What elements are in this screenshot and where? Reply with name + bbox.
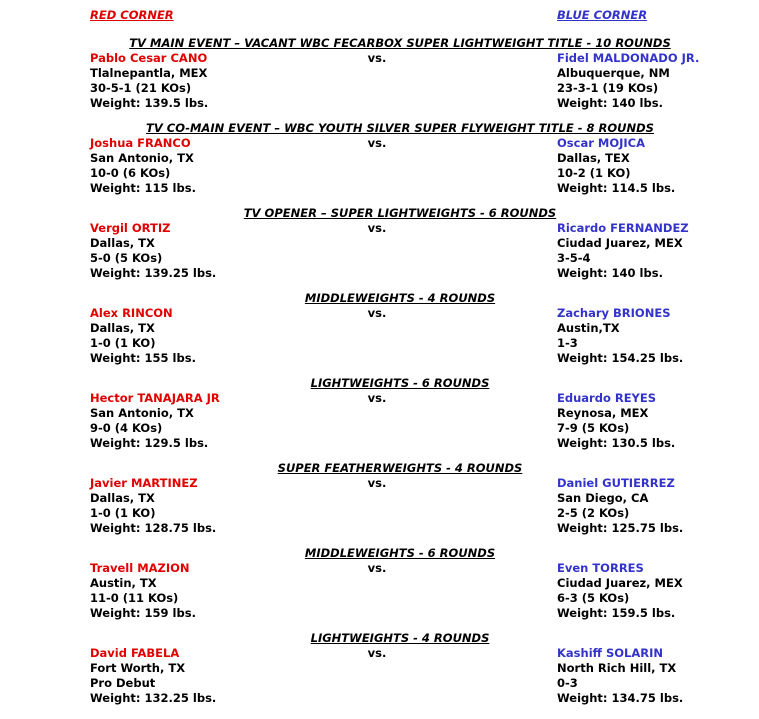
bout-7 [90, 546, 710, 621]
bout-2 [90, 121, 710, 196]
spacer [404, 646, 557, 706]
blue-fighter-location: Ciudad Juarez, MEX [557, 236, 683, 250]
bout-title: TV CO-MAIN EVENT – WBC YOUTH SILVER SUPER FLYWEIGHT TITLE - 8 ROUNDS [146, 121, 654, 135]
vs-label: vs. [367, 476, 387, 490]
spacer [404, 51, 557, 111]
blue-fighter-record: 3-5-4 [557, 251, 591, 265]
blue-fighter-record: 2-5 (2 KOs) [557, 506, 630, 520]
bout-3 [90, 206, 710, 281]
blue-fighter-record: 1-3 [557, 336, 578, 350]
blue-fighter [557, 391, 710, 451]
vs-label: vs. [367, 136, 387, 150]
spacer [404, 221, 557, 281]
blue-fighter-location: Reynosa, MEX [557, 406, 649, 420]
red-fighter-location: San Antonio, TX [90, 151, 194, 165]
red-fighter-weight: Weight: 159 lbs. [90, 606, 196, 620]
fight-card-content [90, 8, 710, 706]
red-fighter-weight: Weight: 139.25 lbs. [90, 266, 217, 280]
red-fighter [90, 221, 350, 281]
bout-8 [90, 631, 710, 706]
spacer [404, 476, 557, 536]
bout-title: TV OPENER – SUPER LIGHTWEIGHTS - 6 ROUNDS [243, 206, 557, 220]
red-fighter-location: Dallas, TX [90, 491, 155, 505]
red-fighter-record: 30-5-1 (21 KOs) [90, 81, 192, 95]
red-fighter-name: Hector TANAJARA JR [90, 391, 220, 405]
red-fighter-location: San Antonio, TX [90, 406, 194, 420]
red-fighter-record: 1-0 (1 KO) [90, 506, 156, 520]
red-fighter-name: Javier MARTINEZ [90, 476, 198, 490]
vs-label: vs. [367, 221, 387, 235]
spacer [404, 561, 557, 621]
blue-corner-heading: BLUE CORNER [557, 8, 648, 22]
bout-row [90, 646, 710, 706]
bout-5 [90, 376, 710, 451]
red-fighter-name: Alex RINCON [90, 306, 173, 320]
spacer [404, 391, 557, 451]
blue-fighter-location: North Rich Hill, TX [557, 661, 677, 675]
spacer [404, 306, 557, 366]
blue-fighter-weight: Weight: 140 lbs. [557, 266, 663, 280]
red-fighter [90, 306, 350, 366]
bout-row [90, 221, 710, 281]
blue-fighter-name: Even TORRES [557, 561, 644, 575]
blue-fighter-weight: Weight: 159.5 lbs. [557, 606, 676, 620]
red-fighter-location: Dallas, TX [90, 321, 155, 335]
red-fighter-location: Austin, TX [90, 576, 157, 590]
blue-fighter [557, 476, 710, 536]
bout-row [90, 51, 710, 111]
blue-fighter-location: Austin,TX [557, 321, 620, 335]
vs-label: vs. [367, 646, 387, 660]
blue-fighter-name: Eduardo REYES [557, 391, 657, 405]
red-fighter-record: 5-0 (5 KOs) [90, 251, 163, 265]
red-corner-heading: RED CORNER [90, 8, 174, 22]
red-fighter [90, 646, 350, 706]
red-fighter-record: 11-0 (11 KOs) [90, 591, 179, 605]
red-fighter-weight: Weight: 115 lbs. [90, 181, 196, 195]
blue-fighter-record: 23-3-1 (19 KOs) [557, 81, 659, 95]
bout-title: MIDDLEWEIGHTS - 4 ROUNDS [304, 291, 496, 305]
blue-fighter-name: Fidel MALDONADO JR. [557, 51, 700, 65]
bout-title: MIDDLEWEIGHTS - 6 ROUNDS [304, 546, 496, 560]
blue-fighter-name: Zachary BRIONES [557, 306, 671, 320]
bout-title: LIGHTWEIGHTS - 6 ROUNDS [310, 376, 490, 390]
blue-fighter-location: Albuquerque, NM [557, 66, 670, 80]
red-fighter-location: Fort Worth, TX [90, 661, 186, 675]
red-fighter-record: Pro Debut [90, 676, 156, 690]
bout-title: LIGHTWEIGHTS - 4 ROUNDS [310, 631, 490, 645]
red-fighter-location: Tlalnepantla, MEX [90, 66, 208, 80]
blue-fighter-record: 0-3 [557, 676, 578, 690]
red-fighter-weight: Weight: 129.5 lbs. [90, 436, 209, 450]
red-fighter [90, 476, 350, 536]
vs-label: vs. [367, 51, 387, 65]
blue-fighter-weight: Weight: 154.25 lbs. [557, 351, 684, 365]
blue-fighter-location: Dallas, TEX [557, 151, 630, 165]
blue-fighter-name: Ricardo FERNANDEZ [557, 221, 689, 235]
blue-fighter [557, 136, 710, 196]
bout-title: TV MAIN EVENT – VACANT WBC FECARBOX SUPER LIGHTWEIGHT TITLE - 10 ROUNDS [129, 36, 671, 50]
blue-fighter-location: San Diego, CA [557, 491, 649, 505]
bout-title: SUPER FEATHERWEIGHTS - 4 ROUNDS [277, 461, 523, 475]
red-fighter [90, 51, 350, 111]
vs-label: vs. [367, 391, 387, 405]
red-fighter-name: Vergil ORTIZ [90, 221, 171, 235]
red-fighter-weight: Weight: 132.25 lbs. [90, 691, 217, 705]
blue-fighter-weight: Weight: 140 lbs. [557, 96, 663, 110]
blue-fighter-weight: Weight: 125.75 lbs. [557, 521, 684, 535]
blue-fighter [557, 51, 710, 111]
bout-row [90, 136, 710, 196]
blue-fighter-location: Ciudad Juarez, MEX [557, 576, 683, 590]
blue-fighter [557, 221, 710, 281]
red-fighter [90, 561, 350, 621]
red-fighter-name: Pablo Cesar CANO [90, 51, 208, 65]
bout-row [90, 306, 710, 366]
red-fighter-weight: Weight: 155 lbs. [90, 351, 196, 365]
red-fighter-location: Dallas, TX [90, 236, 155, 250]
bout-row [90, 476, 710, 536]
red-fighter-weight: Weight: 128.75 lbs. [90, 521, 217, 535]
bout-row [90, 391, 710, 451]
blue-fighter-weight: Weight: 130.5 lbs. [557, 436, 676, 450]
blue-fighter [557, 306, 710, 366]
red-fighter-record: 1-0 (1 KO) [90, 336, 156, 350]
blue-fighter-name: Kashiff SOLARIN [557, 646, 664, 660]
blue-fighter-record: 6-3 (5 KOs) [557, 591, 630, 605]
red-fighter-record: 9-0 (4 KOs) [90, 421, 163, 435]
spacer [404, 136, 557, 196]
blue-fighter-record: 10-2 (1 KO) [557, 166, 631, 180]
red-fighter [90, 391, 350, 451]
bout-6 [90, 461, 710, 536]
blue-fighter-record: 7-9 (5 KOs) [557, 421, 630, 435]
bout-row [90, 561, 710, 621]
red-fighter-weight: Weight: 139.5 lbs. [90, 96, 209, 110]
red-fighter-name: David FABELA [90, 646, 180, 660]
red-fighter-name: Joshua FRANCO [90, 136, 191, 150]
red-fighter [90, 136, 350, 196]
vs-label: vs. [367, 306, 387, 320]
blue-fighter-weight: Weight: 134.75 lbs. [557, 691, 684, 705]
vs-label: vs. [367, 561, 387, 575]
red-fighter-name: Travell MAZION [90, 561, 190, 575]
red-fighter-record: 10-0 (6 KOs) [90, 166, 171, 180]
blue-fighter [557, 646, 710, 706]
corner-header [90, 8, 710, 23]
blue-fighter-weight: Weight: 114.5 lbs. [557, 181, 676, 195]
blue-fighter [557, 561, 710, 621]
blue-fighter-name: Oscar MOJICA [557, 136, 645, 150]
bout-1 [90, 36, 710, 111]
bout-4 [90, 291, 710, 366]
blue-fighter-name: Daniel GUTIERREZ [557, 476, 675, 490]
